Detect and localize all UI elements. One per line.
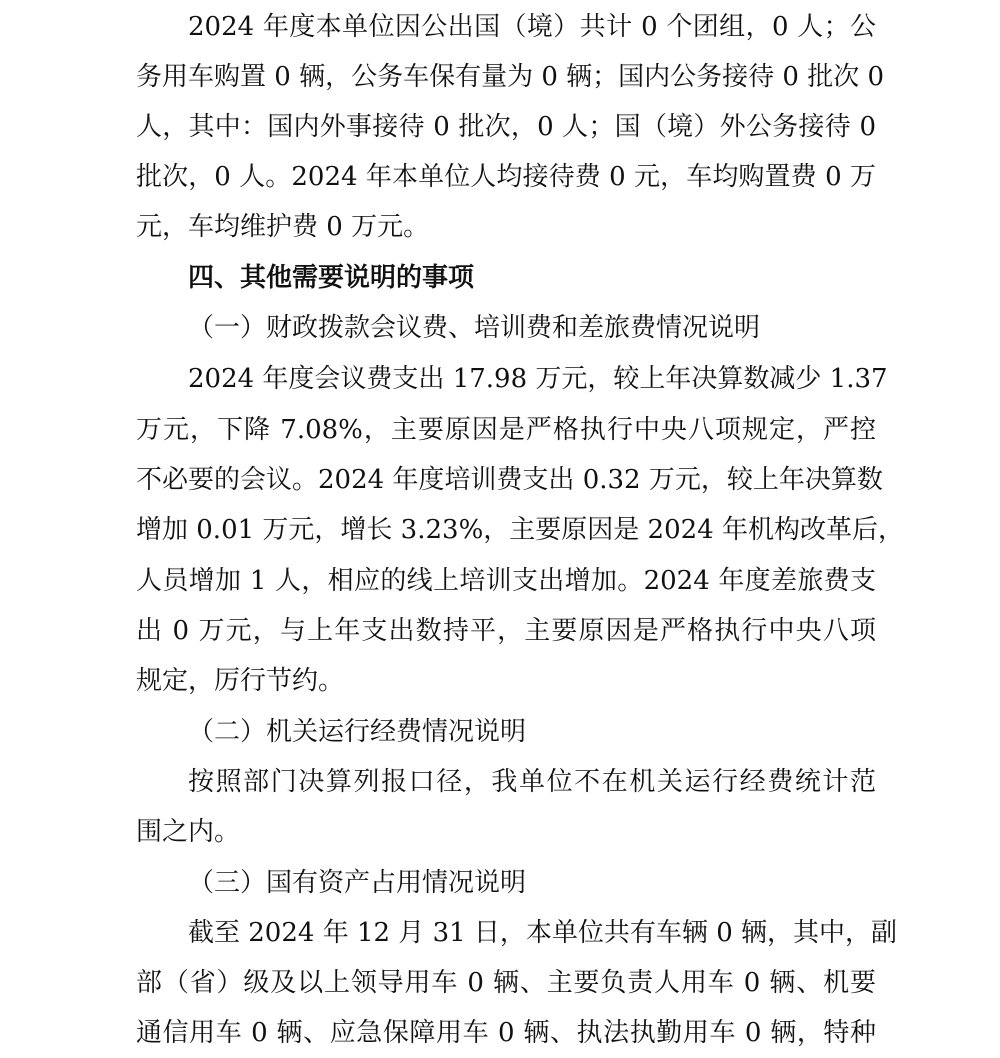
paragraph-line: 万元，下降 7.08%，主要原因是严格执行中央八项规定，严控	[136, 415, 876, 445]
section-heading: 四、其他需要说明的事项	[188, 263, 475, 293]
paragraph-line: 2024 年度会议费支出 17.98 万元，较上年决算数减少 1.37	[188, 364, 888, 394]
paragraph-line: 围之内。	[136, 817, 241, 847]
paragraph-line: 务用车购置 0 辆，公务车保有量为 0 辆；国内公务接待 0 批次 0	[136, 62, 885, 92]
paragraph-line: 元，车均维护费 0 万元。	[136, 212, 430, 242]
subsection-heading: （一）财政拨款会议费、培训费和差旅费情况说明	[188, 313, 761, 343]
subsection-heading: （二）机关运行经费情况说明	[188, 717, 527, 747]
paragraph-line: 通信用车 0 辆、应急保障用车 0 辆、执法执勤用车 0 辆，特种	[136, 1018, 876, 1048]
paragraph-line: 不必要的会议。2024 年度培训费支出 0.32 万元，较上年决算数	[136, 465, 883, 495]
paragraph-line: 批次，0 人。2024 年本单位人均接待费 0 元，车均购置费 0 万	[136, 162, 876, 192]
paragraph-line: 人员增加 1 人，相应的线上培训支出增加。2024 年度差旅费支	[136, 566, 876, 596]
subsection-heading: （三）国有资产占用情况说明	[188, 868, 527, 898]
paragraph-line: 部（省）级及以上领导用车 0 辆、主要负责人用车 0 辆、机要	[136, 968, 876, 998]
paragraph-line: 2024 年度本单位因公出国（境）共计 0 个团组，0 人；公	[188, 12, 876, 42]
paragraph-line: 人，其中：国内外事接待 0 批次，0 人；国（境）外公务接待 0	[136, 112, 876, 142]
paragraph-line: 出 0 万元，与上年支出数持平，主要原因是严格执行中央八项	[136, 616, 876, 646]
paragraph-line: 截至 2024 年 12 月 31 日，本单位共有车辆 0 辆，其中，副	[188, 918, 897, 948]
paragraph-line: 按照部门决算列报口径，我单位不在机关运行经费统计范	[188, 767, 876, 797]
paragraph-line: 规定，厉行节约。	[136, 666, 345, 696]
paragraph-line: 增加 0.01 万元，增长 3.23%，主要原因是 2024 年机构改革后，	[136, 515, 904, 545]
